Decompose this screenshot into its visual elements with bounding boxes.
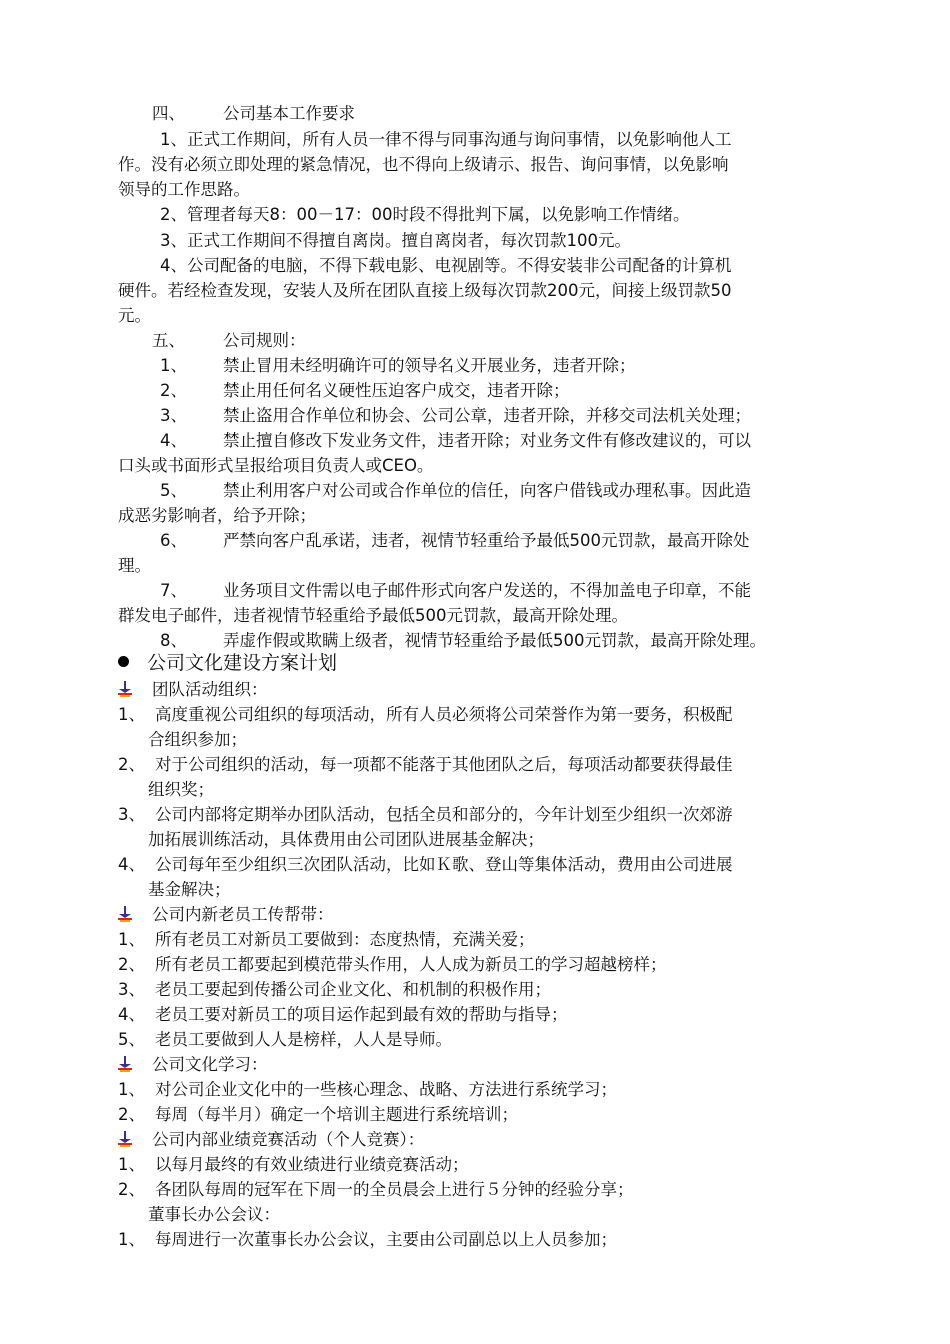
list-item: [118, 1227, 617, 1252]
item-number: 4、: [160, 431, 187, 450]
paragraph-line: 组织奖；: [148, 780, 214, 799]
item-number: 8、: [160, 631, 187, 650]
arrow-flag-icon: [118, 906, 132, 922]
item-number: 2、: [118, 955, 145, 974]
arrow-flag-icon: [118, 1056, 132, 1072]
list-item: [118, 852, 733, 877]
item-text: 高度重视公司组织的每项活动，所有人员必须将公司荣誉作为第一要务，积极配: [155, 705, 733, 724]
item-number: 5、: [160, 481, 187, 500]
section-4-heading: [152, 101, 355, 126]
paragraph-line: 作。没有必须立即处理的紧急情况，也不得向上级请示、报告、询问事情，以免影响: [118, 155, 729, 174]
paragraph-line: 硬件。若经检查发现，安装人及所在团队直接上级每次罚款200元，间接上级罚款50: [118, 281, 732, 300]
item-number: 1、: [118, 1080, 145, 1099]
item-text: 老员工要做到人人是榜样，人人是导师。: [155, 1030, 452, 1049]
paragraph-line: 2、管理者每天8：00－17：00时段不得批判下属，以免影响工作情绪。: [160, 205, 690, 224]
rule-item: [160, 428, 751, 453]
item-text: 禁止利用客户对公司或合作单位的信任，向客户借钱或办理私事。因此造: [223, 481, 751, 500]
paragraph-line: 理。: [118, 556, 151, 575]
paragraph-line: 合组织参加；: [148, 730, 247, 749]
item-text: 禁止盗用合作单位和协会、公司公章，违者开除，并移交司法机关处理；: [223, 406, 751, 425]
item-number: 3、: [160, 406, 187, 425]
paragraph-line: 1、正式工作期间，所有人员一律不得与同事沟通与询问事情，以免影响他人工: [160, 130, 732, 149]
item-number: 2、: [118, 1180, 145, 1199]
item-text: 对公司企业文化中的一些核心理念、战略、方法进行系统学习；: [155, 1080, 617, 1099]
section-title: 公司规则：: [223, 331, 306, 350]
item-text: 业务项目文件需以电子邮件形式向客户发送的，不得加盖电子印章，不能: [223, 581, 751, 600]
rule-item: [160, 528, 750, 553]
list-item: [118, 977, 551, 1002]
item-text: 每周进行一次董事长办公会议，主要由公司副总以上人员参加；: [155, 1230, 617, 1249]
subsection-title: 董事长办公会议：: [148, 1205, 280, 1224]
rule-item: [160, 378, 570, 403]
item-number: 6、: [160, 531, 187, 550]
item-text: 禁止擅自修改下发业务文件，违者开除；对业务文件有修改建议的，可以: [223, 431, 751, 450]
arrow-flag-icon: [118, 1131, 132, 1147]
rule-item: [160, 478, 751, 503]
list-item: [118, 752, 733, 777]
item-text: 以每月最终的有效业绩进行业绩竞赛活动；: [155, 1155, 469, 1174]
item-number: 1、: [118, 930, 145, 949]
item-text: 对于公司组织的活动，每一项都不能落于其他团队之后，每项活动都要获得最佳: [155, 755, 733, 774]
item-number: 4、: [118, 855, 145, 874]
paragraph-line: 群发电子邮件，违者视情节轻重给予最低500元罚款，最高开除处理。: [118, 606, 628, 625]
paragraph-line: 成恶劣影响者，给予开除；: [118, 506, 316, 525]
item-text: 所有老员工对新员工要做到：态度热情，充满关爱；: [155, 930, 535, 949]
item-number: 7、: [160, 581, 187, 600]
section-number: 五、: [152, 331, 185, 350]
list-item: [118, 1077, 617, 1102]
item-number: 5、: [118, 1030, 145, 1049]
item-text: 禁止冒用未经明确许可的领导名义开展业务，违者开除；: [223, 356, 636, 375]
list-item: [118, 1177, 634, 1202]
list-item: [118, 927, 535, 952]
item-number: 3、: [118, 980, 145, 999]
item-text: 老员工要对新员工的项目运作起到最有效的帮助与指导；: [155, 1005, 568, 1024]
bullet-dot-icon: [118, 656, 129, 667]
item-text: 禁止用任何名义硬性压迫客户成交，违者开除；: [223, 381, 570, 400]
item-text: 公司每年至少组织三次团队活动，比如Ｋ歌、登山等集体活动，费用由公司进展: [155, 855, 733, 874]
item-text: 严禁向客户乱承诺，违者，视情节轻重给予最低500元罚款，最高开除处: [223, 531, 750, 550]
list-item: [118, 702, 733, 727]
culture-heading: [118, 651, 337, 676]
rule-item: [160, 578, 751, 603]
paragraph-line: 口头或书面形式呈报给项目负责人或CEO。: [118, 456, 434, 475]
rule-item: [160, 403, 751, 428]
paragraph-line: 3、正式工作期间不得擅自离岗。擅自离岗者，每次罚款100元。: [160, 231, 631, 250]
section-title: 公司基本工作要求: [223, 104, 355, 123]
paragraph-line: 领导的工作思路。: [118, 180, 250, 199]
item-text: 每周（每半月）确定一个培训主题进行系统培训；: [155, 1105, 518, 1124]
item-text: 所有老员工都要起到模范带头作用，人人成为新员工的学习超越榜样；: [155, 955, 667, 974]
item-text: 弄虚作假或欺瞒上级者，视情节轻重给予最低500元罚款，最高开除处理。: [223, 631, 766, 650]
paragraph-line: 4、公司配备的电脑，不得下载电影、电视剧等。不得安装非公司配备的计算机: [160, 256, 732, 275]
item-number: 4、: [118, 1005, 145, 1024]
section-5-heading: [152, 328, 306, 353]
subsection-title: 团队活动组织：: [152, 680, 268, 699]
item-number: 2、: [118, 755, 145, 774]
rule-item: [160, 628, 766, 653]
item-number: 1、: [118, 705, 145, 724]
arrow-flag-icon: [118, 681, 132, 697]
rule-item: [160, 353, 636, 378]
subsection-title: 公司内新老员工传帮带：: [152, 905, 334, 924]
item-number: 1、: [118, 1155, 145, 1174]
item-text: 公司内部将定期举办团队活动，包括全员和部分的，今年计划至少组织一次郊游: [155, 805, 733, 824]
subsection-title: 公司文化学习：: [152, 1055, 268, 1074]
list-item: [118, 1152, 469, 1177]
list-item: [118, 1002, 568, 1027]
list-item: [118, 952, 667, 977]
paragraph-line: 元。: [118, 306, 151, 325]
section-number: 四、: [152, 104, 185, 123]
list-item: [118, 1027, 452, 1052]
item-number: 2、: [160, 381, 187, 400]
item-number: 1、: [160, 356, 187, 375]
item-number: 2、: [118, 1105, 145, 1124]
item-number: 1、: [118, 1230, 145, 1249]
culture-heading-text: 公司文化建设方案计划: [147, 652, 338, 674]
paragraph-line: 加拓展训练活动，具体费用由公司团队进展基金解决；: [148, 830, 544, 849]
subsection-title: 公司内部业绩竞赛活动（个人竞赛）：: [152, 1130, 425, 1149]
paragraph-line: 基金解决；: [148, 880, 231, 899]
list-item: [118, 1102, 518, 1127]
item-text: 各团队每周的冠军在下周一的全员晨会上进行５分钟的经验分享；: [155, 1180, 634, 1199]
item-number: 3、: [118, 805, 145, 824]
item-text: 老员工要起到传播公司企业文化、和机制的积极作用；: [155, 980, 551, 999]
list-item: [118, 802, 733, 827]
